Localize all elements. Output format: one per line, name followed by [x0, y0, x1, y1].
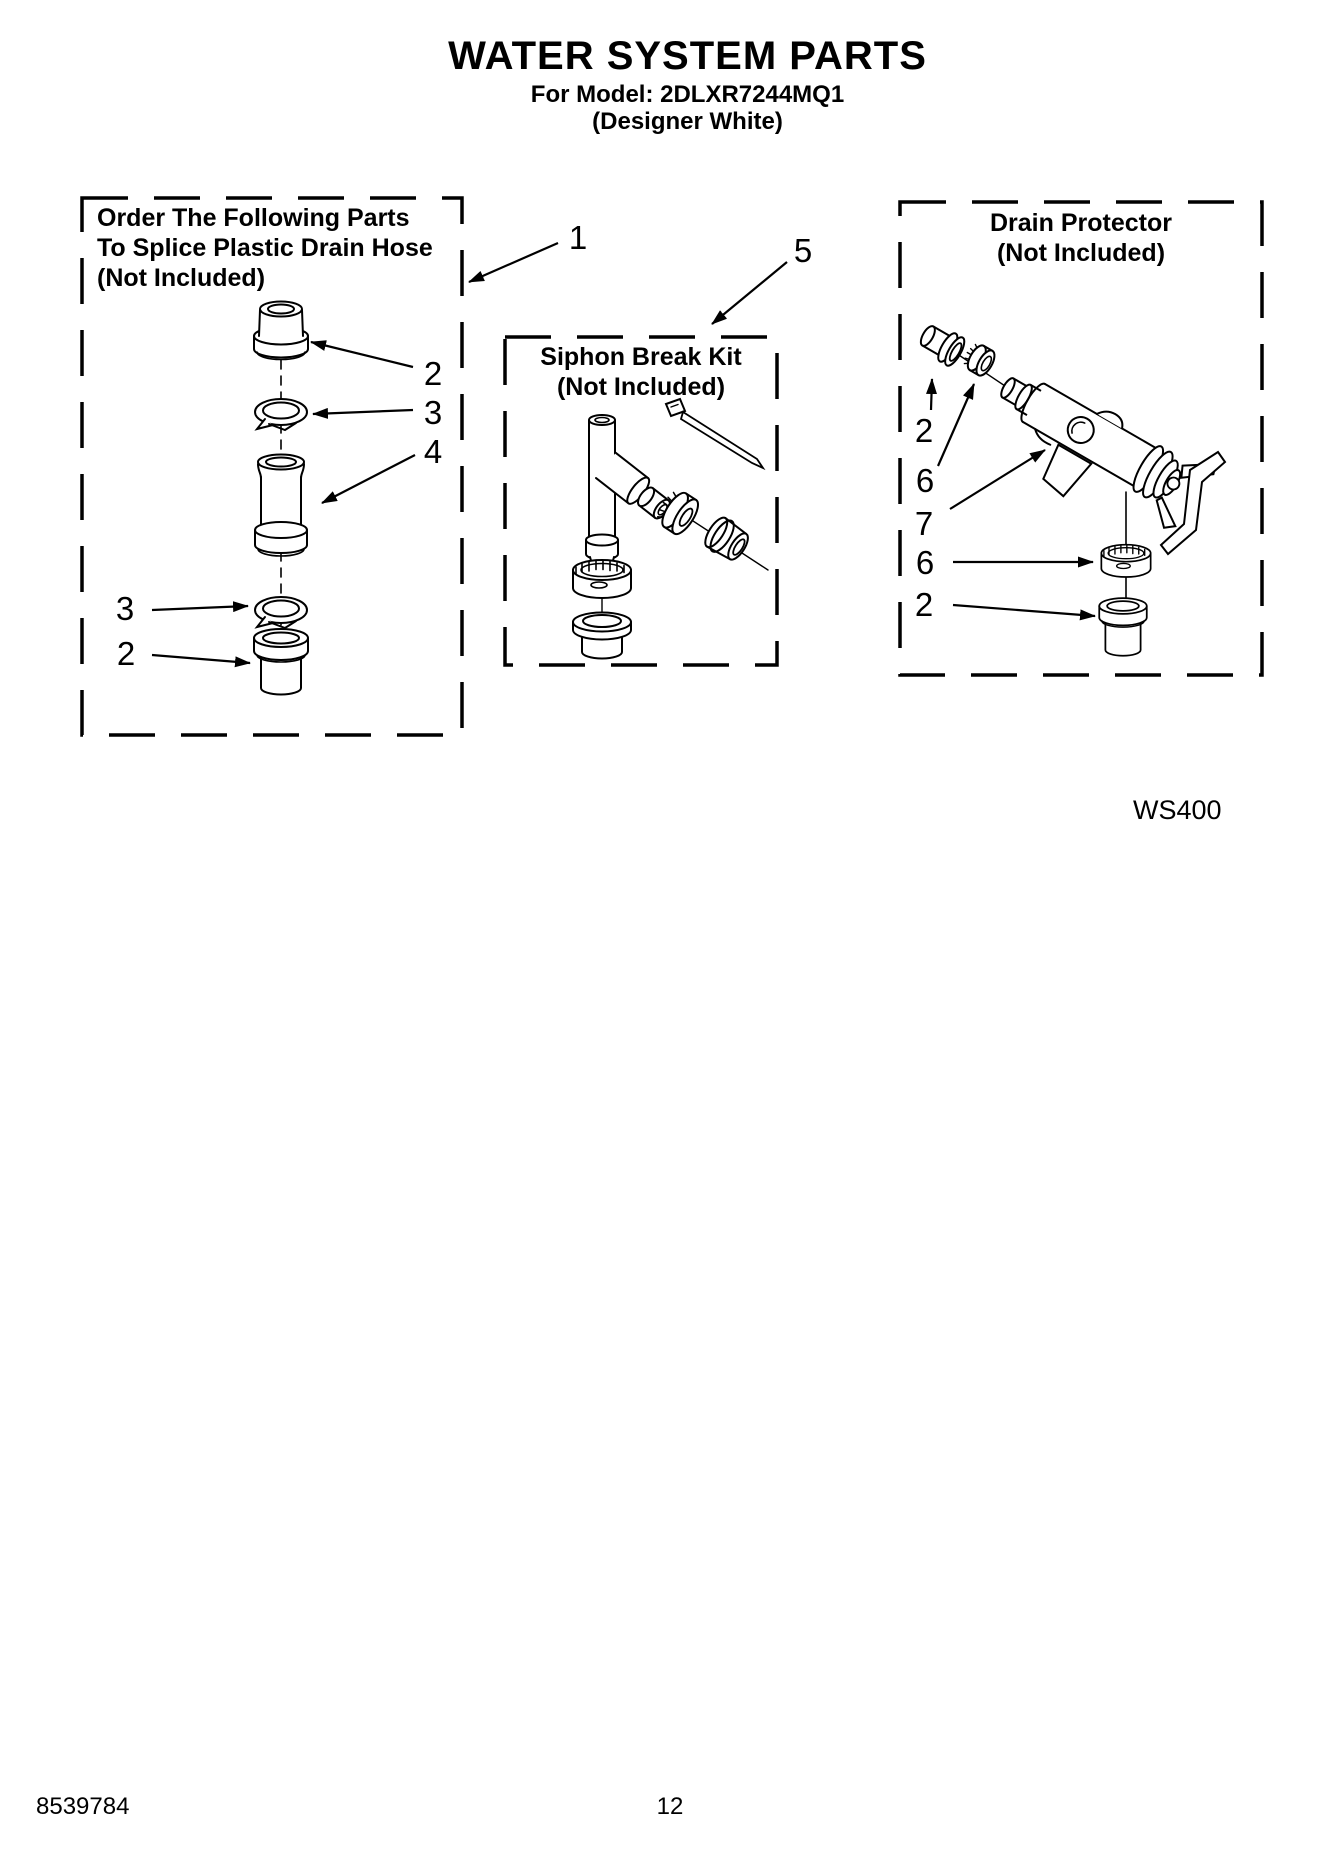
drain-box-title-line1: Drain Protector: [990, 209, 1172, 237]
splice-coupling-bottom: [254, 629, 308, 695]
diagram-code: WS400: [1133, 795, 1222, 825]
siphon-cable-tie: [666, 399, 763, 468]
arrow-splice-coupling-top: [311, 342, 413, 367]
page-title: WATER SYSTEM PARTS: [448, 34, 927, 78]
callout-5: 5: [793, 232, 813, 269]
drain-box-title-line2: (Not Included): [996, 239, 1166, 267]
arrow-splice-hose: [322, 455, 415, 503]
document-number: 8539784: [36, 1793, 130, 1820]
callout-4-splice: 4: [423, 433, 443, 470]
callout-2-drain-top: 2: [914, 412, 934, 449]
arrow-splice-clamp-top: [313, 410, 413, 414]
splice-hose-connector: [255, 455, 307, 557]
splice-box-title-line2: To Splice Plastic Drain Hose: [97, 234, 433, 262]
arrow-drain-coupling-small: [931, 379, 932, 410]
splice-box-title-line3: (Not Included): [97, 264, 266, 292]
callout-7-drain: 7: [914, 505, 934, 542]
callout-6-drain-bottom: 6: [915, 544, 935, 581]
arrow-splice-clamp-bottom: [152, 606, 248, 610]
siphon-box-title-line1: Siphon Break Kit: [540, 343, 742, 371]
callout-3-splice-top: 3: [423, 394, 443, 431]
arrow-drain-nut: [938, 384, 974, 466]
callout-3-splice-bottom: 3: [115, 590, 135, 627]
model-line: For Model: 2DLXR7244MQ1: [530, 81, 845, 108]
siphon-box-title-line2: (Not Included): [556, 373, 726, 401]
splice-clamp-bottom: [255, 597, 307, 628]
siphon-kit-drawing: [573, 399, 768, 659]
splice-parts-drawing: [254, 302, 308, 695]
arrow-drain-coupling-bottom: [953, 605, 1095, 616]
arrow-drain-pipe: [950, 450, 1045, 509]
siphon-grommet: [573, 613, 631, 659]
splice-box-title-line1: Order The Following Parts: [97, 204, 410, 232]
page-number: 12: [656, 1793, 684, 1820]
siphon-standpipe: [586, 415, 676, 574]
arrow-splice-coupling-bottom: [152, 655, 250, 663]
siphon-ribbed-ring: [573, 560, 631, 598]
callout-1: 1: [568, 219, 588, 256]
color-line: (Designer White): [592, 108, 783, 135]
drain-clamp-ring: [1101, 545, 1150, 577]
drain-box-title: [900, 208, 1262, 268]
callout-6-drain-top: 6: [915, 462, 935, 499]
arrow-hose-assembly: [469, 243, 558, 282]
drain-coupling-small: [916, 320, 968, 369]
drain-coupling-bottom: [1099, 598, 1147, 656]
splice-coupling-top: [254, 302, 308, 360]
callout-2-splice-bottom: 2: [116, 635, 136, 672]
splice-clamp-top: [255, 399, 307, 430]
siphon-box-title: [505, 342, 777, 402]
splice-box-title: [97, 203, 433, 293]
callout-2-splice-top: 2: [423, 355, 443, 392]
arrow-siphon-kit: [712, 262, 787, 324]
siphon-hose-elbow: [701, 513, 754, 565]
callout-2-drain-bottom: 2: [914, 586, 934, 623]
